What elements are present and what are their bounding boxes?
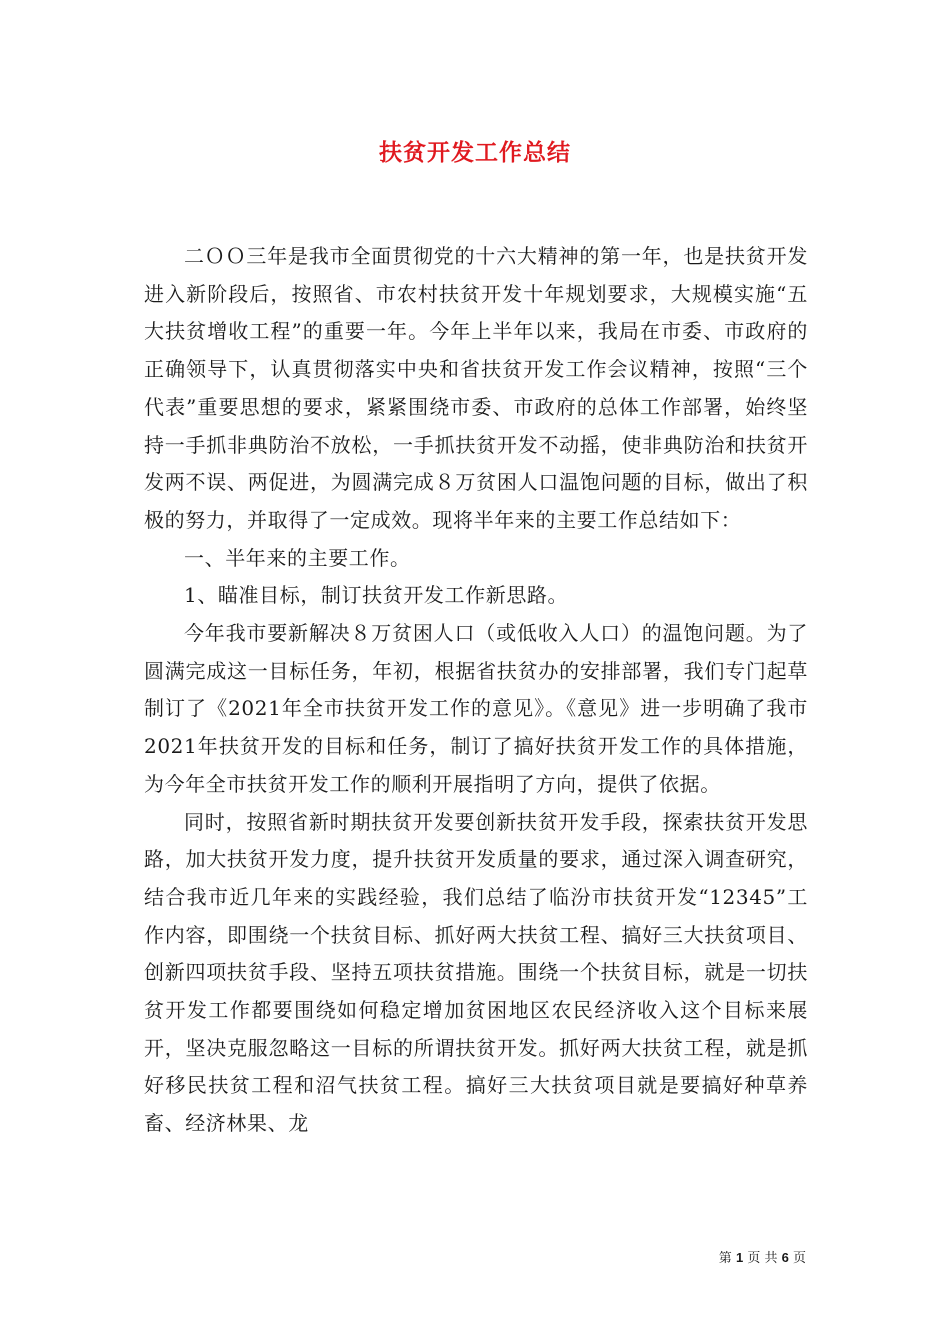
paragraph-intro: 二ＯＯ三年是我市全面贯彻党的十六大精神的第一年，也是扶贫开发进入新阶段后，按照省、市农村扶贫开发十年规划要求，大规模实施“五大扶贫增收工程”的重要一年。今年上半年以来，我局在市委、市政府的正确领导下，认真贯彻落实中央和省扶贫开发工作会议精神，按照“三个代表”重要思想的要求，紧紧围绕市委、市政府的总体工作部署，始终坚持一手抓非典防治不放松，一手抓扶贫开发不动摇，使非典防治和扶贫开发两不误、两促进，为圆满完成８万贫困人口温饱问题的目标，做出了积极的努力，并取得了一定成效。现将半年来的主要工作总结如下： — [144, 244, 808, 532]
page-title: 扶贫开发工作总结 — [379, 140, 571, 166]
page-number — [719, 1248, 806, 1269]
document-body — [144, 238, 808, 1143]
section-heading: 一、半年来的主要工作。 — [184, 545, 411, 570]
page-number-prefix: 第 — [718, 1251, 732, 1266]
subsection-heading: 1、瞄准目标，制订扶贫开发工作新思路。 — [184, 583, 569, 608]
current-page: 1 — [735, 1250, 744, 1265]
paragraph: 今年我市要新解决８万贫困人口（或低收入人口）的温饱问题。为了圆满完成这一目标任务，年初，根据省扶贫办的安排部署，我们专门起草制订了《2021年全市扶贫开发工作的意见》。《意见》进一步明确了我市2021年扶贫开发的目标和任务，制订了搞好扶贫开发工作的具体措施，为今年全市扶贫开发工作的顺利开展指明了方向，提供了依据。 — [144, 621, 808, 796]
page-number-middle: 页 共 — [747, 1251, 778, 1266]
paragraph: 同时，按照省新时期扶贫开发要创新扶贫开发手段，探索扶贫开发思路，加大扶贫开发力度，提升扶贫开发质量的要求，通过深入调查研究，结合我市近几年来的实践经验，我们总结了临汾市扶贫开发“12345”工作内容，即围绕一个扶贫目标、抓好两大扶贫工程、搞好三大扶贫项目、创新四项扶贫手段、坚持五项扶贫措施。围绕一个扶贫目标，就是一切扶贫开发工作都要围绕如何稳定增加贫困地区农民经济收入这个目标来展开，坚决克服忽略这一目标的所谓扶贫开发。抓好两大扶贫工程，就是抓好移民扶贫工程和沼气扶贫工程。搞好三大扶贫项目就是要搞好种草养畜、经济林果、龙 — [144, 809, 808, 1136]
total-pages: 6 — [781, 1250, 789, 1265]
page-number-suffix: 页 — [792, 1251, 806, 1266]
